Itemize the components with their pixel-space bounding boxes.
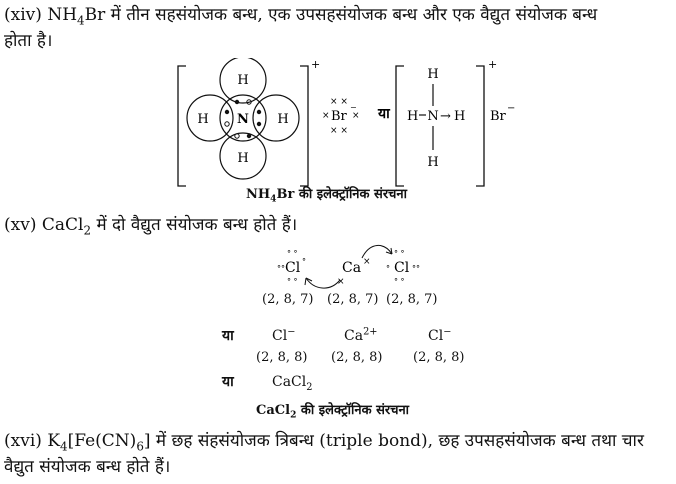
svg-text:× ×: × × xyxy=(330,126,348,136)
config-ion-cl-2: (2, 8, 8) xyxy=(413,350,465,365)
product-cacl2: CaCl$_2$ xyxy=(272,374,313,393)
svg-text:−: − xyxy=(507,103,516,114)
svg-text:×: × xyxy=(363,257,371,267)
svg-text:° °: ° ° xyxy=(394,249,405,258)
ion-cl-2: Cl− xyxy=(428,326,452,344)
xiv-line-2: होता है। xyxy=(4,31,53,51)
ya-connector: या xyxy=(378,106,390,122)
svg-text:°°: °° xyxy=(277,264,285,273)
dot-right-cl: Cl xyxy=(394,260,410,276)
ya-2: या xyxy=(222,374,234,390)
structure-charge: + xyxy=(488,58,498,71)
config-cl-2: (2, 8, 7) xyxy=(386,292,438,307)
atom-h-top: H xyxy=(237,73,249,88)
config-ion-ca: (2, 8, 8) xyxy=(331,350,383,365)
structure-h-right: H xyxy=(454,109,466,124)
config-cl-1: (2, 8, 7) xyxy=(262,292,314,307)
config-ca-1: (2, 8, 7) xyxy=(327,292,379,307)
xvi-formula: $K_4[Fe(CN)_6]$ xyxy=(47,431,151,454)
xvi-line-2: वैद्युत संयोजक बन्ध होते हैं। xyxy=(4,457,171,477)
xiv-number: (xiv) xyxy=(4,5,42,25)
xvi-line-1-text: में छह संहसंयोजक त्रिबन्ध (triple bond), छह उपसहसंयोजक बन्ध तथा चार xyxy=(150,431,644,451)
nh4br-caption: $NH_4Br$ की इलेक्ट्रॉनिक संरचना xyxy=(246,187,407,205)
atom-h-left: H xyxy=(197,112,209,127)
structure-n: N xyxy=(427,109,439,124)
bromide-ion: Br xyxy=(490,109,506,124)
xvi-line-1 xyxy=(4,428,644,454)
structure-arrow: → xyxy=(440,109,451,124)
xv-formula: CaCl$_2$ xyxy=(41,215,92,238)
config-ion-cl-1: (2, 8, 8) xyxy=(256,350,308,365)
xv-text: में दो वैद्युत संयोजक बन्ध होते हैं। xyxy=(91,215,298,235)
svg-text:×: × xyxy=(322,111,330,121)
xv-number: (xv) xyxy=(4,215,37,235)
atom-h-right: H xyxy=(277,112,289,127)
nh4br-electronic-diagram xyxy=(0,58,676,198)
svg-text:° °: ° ° xyxy=(287,249,298,258)
ion-cl-1: Cl− xyxy=(272,326,296,344)
svg-text:°: ° xyxy=(386,264,390,273)
svg-text:°: ° xyxy=(302,257,306,266)
xv-line xyxy=(4,212,297,238)
dot-ca: Ca xyxy=(342,260,362,276)
ammonium-dot-charge: + xyxy=(311,58,321,71)
cacl2-caption: CaCl$_2$ की इलेक्ट्रॉनिक संरचना xyxy=(256,403,410,421)
svg-text:° °: ° ° xyxy=(287,277,298,286)
atom-h-bottom: H xyxy=(237,151,249,166)
ya-1: या xyxy=(222,328,234,344)
svg-text:×: × xyxy=(337,277,345,287)
xiv-formula: $NH_4Br$ xyxy=(47,5,106,28)
structure-h-top: H xyxy=(427,67,439,82)
svg-text:°°: °° xyxy=(412,264,420,273)
ion-ca: $Ca^{2+}$ xyxy=(344,326,378,344)
svg-text:−: − xyxy=(350,103,357,112)
xvi-number: (xvi) xyxy=(4,431,42,451)
structure-h-left: H xyxy=(407,109,419,124)
svg-text:° °: ° ° xyxy=(394,277,405,286)
atom-n-center: N xyxy=(237,112,249,127)
xiv-line-1-text: में तीन सहसंयोजक बन्ध, एक उपसहसंयोजक बन्ध और एक वैद्युत संयोजक बन्ध xyxy=(105,5,598,25)
svg-text:× ×: × × xyxy=(330,97,348,107)
dot-left-cl: Cl xyxy=(285,260,301,276)
structure-h-bottom: H xyxy=(427,155,439,170)
xiv-line-1 xyxy=(4,2,597,28)
svg-text:×: × xyxy=(352,111,360,121)
bromide-symbol: Br xyxy=(331,109,347,124)
